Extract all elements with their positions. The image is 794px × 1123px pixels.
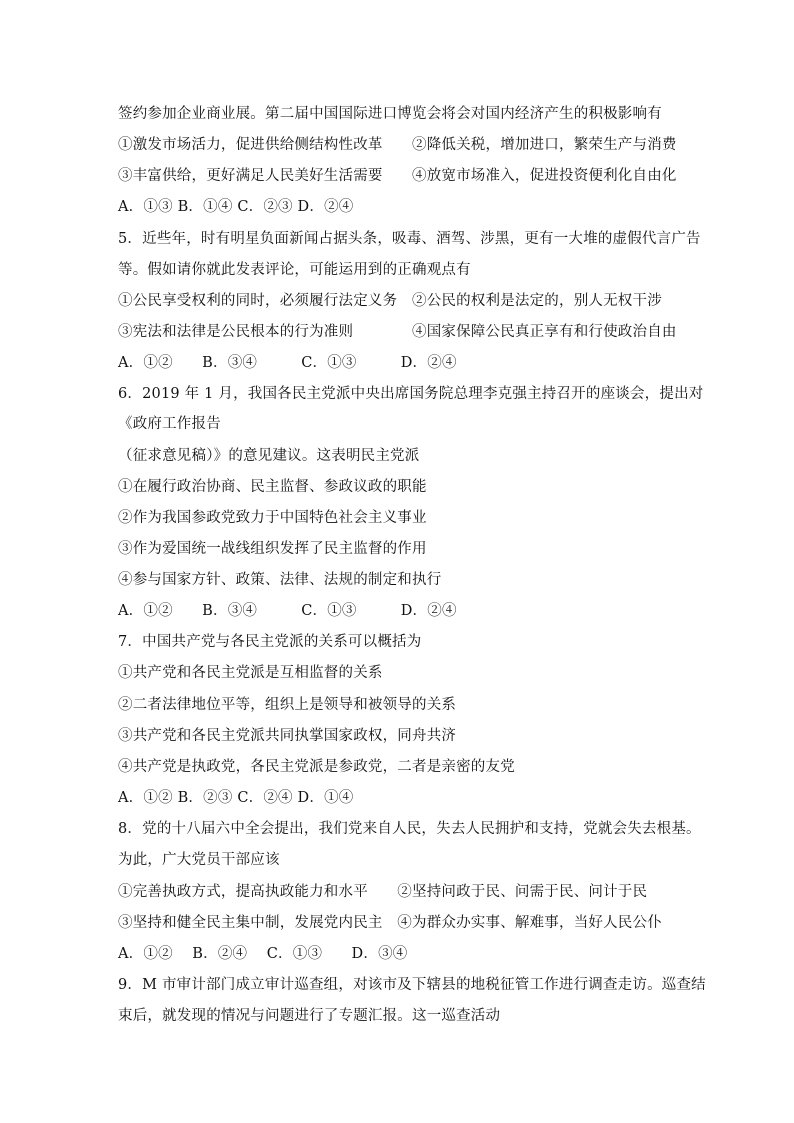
text-line: ①公民享受权利的同时，必须履行法定义务 ②公民的权利是法定的，别人无权干涉 bbox=[118, 293, 662, 309]
text-line: ②作为我国参政党致力于中国特色社会主义事业 bbox=[118, 510, 427, 526]
question-5: 5．近些年，时有明星负面新闻占据头条，吸毒、酒驾、涉黑，更有一大堆的虚假代言广告 bbox=[118, 231, 701, 247]
text-line: ①共产党和各民主党派是互相监督的关系 bbox=[118, 665, 383, 681]
text-line: ①完善执政方式，提高执政能力和水平 ②坚持问政于民、问需于民、问计于民 bbox=[118, 884, 648, 900]
text-line: ③坚持和健全民主集中制，发展党内民主 ④为群众办实事、解难事，当好人民公仆 bbox=[118, 915, 662, 931]
text-line: （征求意见稿）》的意见建议。这表明民主党派 bbox=[118, 448, 420, 464]
text-line: ④参与国家方针、政策、法律、法规的制定和执行 bbox=[118, 572, 442, 588]
answer-options: A．①② B．②④ C．①③ D．③④ bbox=[118, 946, 408, 962]
text-line: ③丰富供给，更好满足人民美好生活需要 ④放宽市场准入，促进投资便利化自由化 bbox=[118, 168, 677, 184]
question-7: 7．中国共产党与各民主党派的关系可以概括为 bbox=[118, 634, 422, 650]
text-line: 束后，就发现的情况与问题进行了专题汇报。这一巡查活动 bbox=[118, 1008, 501, 1024]
text-line: 签约参加企业商业展。第二届中国国际进口博览会将会对国内经济产生的积极影响有 bbox=[118, 106, 662, 122]
text-line: ④共产党是执政党，各民主党派是参政党，二者是亲密的友党 bbox=[118, 759, 515, 775]
question-9: 9．M 市审计部门成立审计巡查组，对该市及下辖县的地税征管工作进行调查走访。巡查结 bbox=[118, 977, 706, 993]
text-line: ②二者法律地位平等，组织上是领导和被领导的关系 bbox=[118, 697, 457, 713]
text-line: 为此，广大党员干部应该 bbox=[118, 852, 280, 868]
question-8: 8．党的十八届六中全会提出，我们党来自人民，失去人民拥护和支持，党就会失去根基。 bbox=[118, 821, 701, 837]
answer-options: A．①② B．③④ C．①③ D．②④ bbox=[118, 355, 457, 371]
answer-options: A．①③ B．①④ C．②③ D．②④ bbox=[118, 199, 354, 215]
text-line: ①在履行政治协商、民主监督、参政议政的职能 bbox=[118, 479, 427, 495]
text-line: ③共产党和各民主党派共同执掌国家政权，同舟共济 bbox=[118, 728, 457, 744]
text-line: ①激发市场活力，促进供给侧结构性改革 ②降低关税，增加进口，繁荣生产与消费 bbox=[118, 137, 677, 153]
text-line: 《政府工作报告 bbox=[118, 416, 221, 432]
question-6: 6．2019 年 1 月，我国各民主党派中央出席国务院总理李克强主持召开的座谈会，提出对 bbox=[118, 386, 704, 402]
text-line: ③作为爱国统一战线组织发挥了民主监督的作用 bbox=[118, 541, 427, 557]
answer-options: A．①② B．③④ C．①③ D．②④ bbox=[118, 603, 457, 619]
answer-options: A．①② B．②③ C．②④ D．①④ bbox=[118, 790, 354, 806]
text-line: 等。假如请你就此发表评论，可能运用到的正确观点有 bbox=[118, 262, 471, 278]
text-line: ③宪法和法律是公民根本的行为准则 ④国家保障公民真正享有和行使政治自由 bbox=[118, 324, 677, 340]
